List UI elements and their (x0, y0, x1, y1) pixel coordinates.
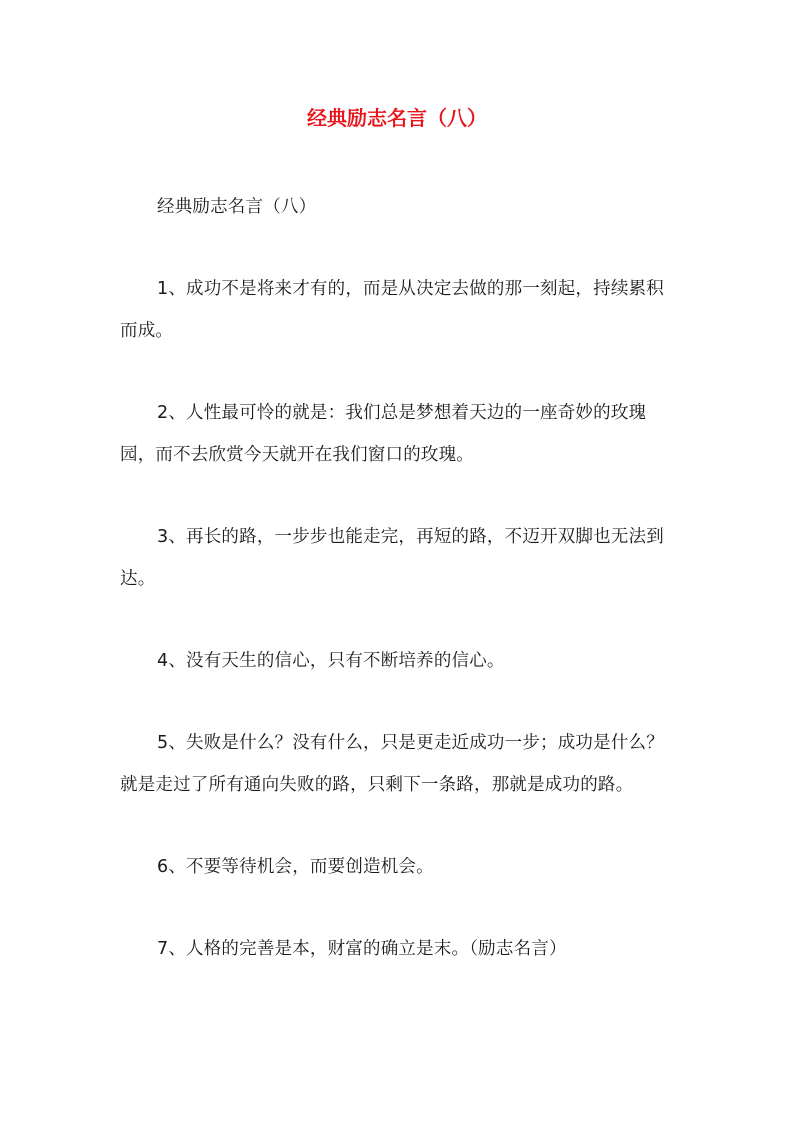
quote-paragraph-6: 6、不要等待机会，而要创造机会。 (157, 857, 434, 877)
quote-paragraph-1: 1、成功不是将来才有的，而是从决定去做的那一刻起，持续累积而成。 (120, 279, 664, 341)
quote-paragraph-7: 7、人格的完善是本，财富的确立是末。（励志名言） (157, 939, 567, 959)
quote-paragraph-5: 5、失败是什么？没有什么，只是更走近成功一步；成功是什么？就是走过了所有通向失败的路，只剩下一条路，那就是成功的路。 (120, 733, 664, 795)
subtitle-paragraph: 经典励志名言（八） (157, 197, 317, 217)
document-body (120, 186, 680, 1010)
quote-paragraph-4: 4、没有天生的信心，只有不断培养的信心。 (157, 651, 505, 671)
quote-paragraph-3: 3、再长的路，一步步也能走完，再短的路，不迈开双脚也无法到达。 (120, 527, 664, 589)
quote-paragraph-2: 2、人性最可怜的就是：我们总是梦想着天边的一座奇妙的玫瑰园，而不去欣赏今天就开在我们窗口的玫瑰。 (120, 403, 647, 465)
document-title: 经典励志名言（八） (307, 106, 487, 130)
